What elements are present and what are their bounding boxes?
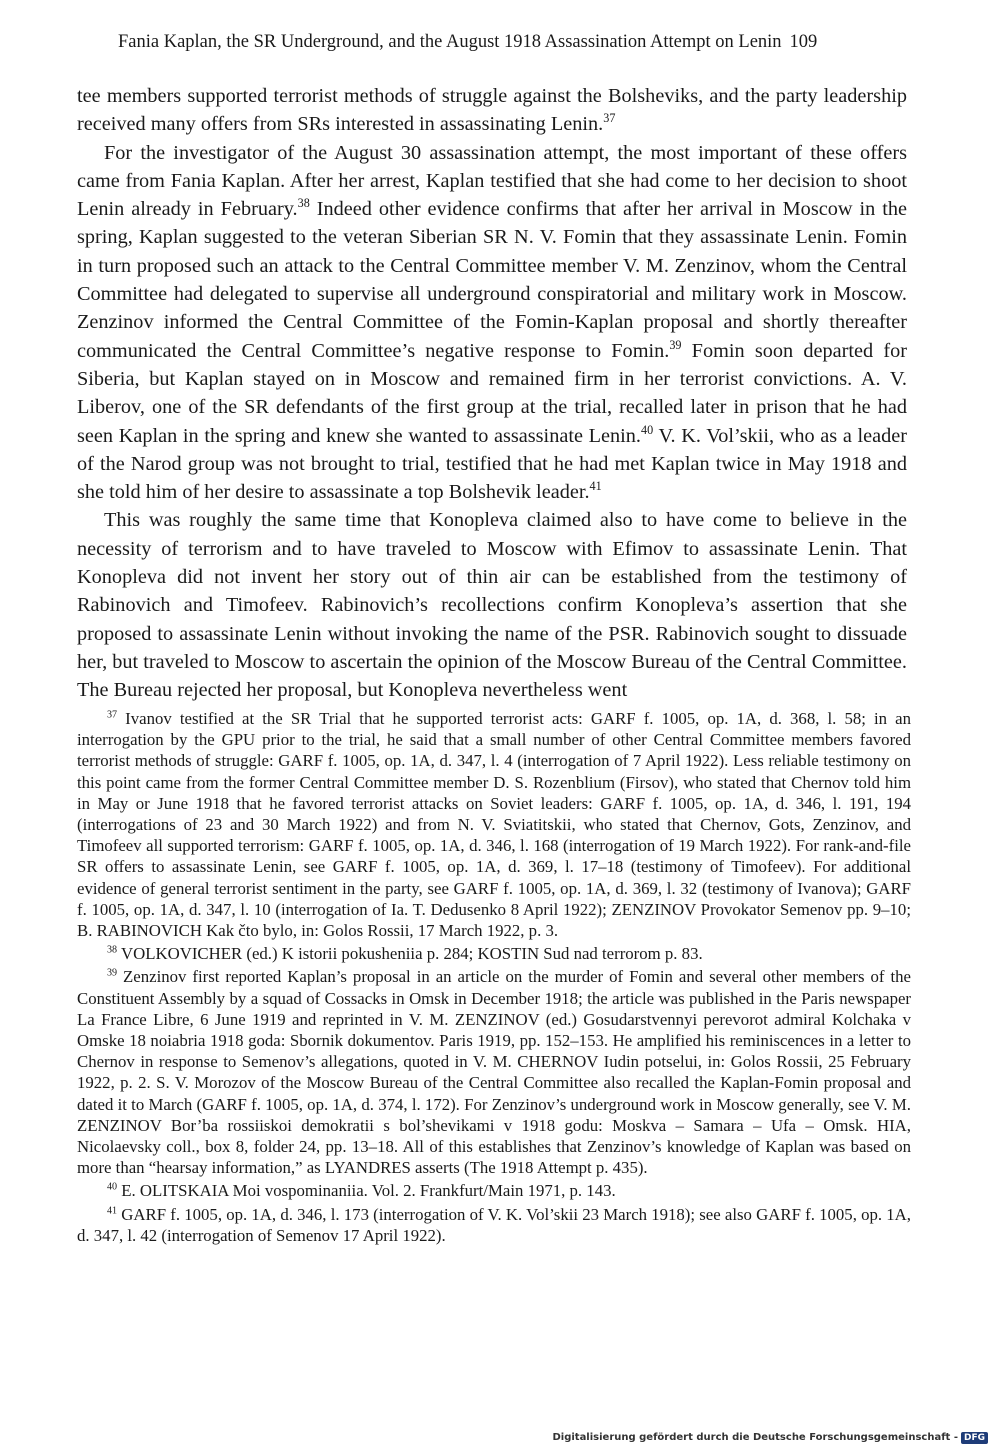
running-head-title: Fania Kaplan, the SR Underground, and the August 1918 Assassination Attempt on Lenin <box>118 32 782 52</box>
footnote-ref-39[interactable]: 39 <box>669 337 682 352</box>
paragraph-1 <box>77 82 907 139</box>
footnote-number: 37 <box>107 709 118 721</box>
footnote-37 <box>77 708 911 941</box>
footnote-ref-37[interactable]: 37 <box>603 111 616 126</box>
main-text <box>77 82 907 705</box>
footnote-number: 38 <box>107 944 118 956</box>
footnote-ref-38[interactable]: 38 <box>297 196 310 211</box>
paragraph-2-text-b: Indeed other evidence confirms that after her arrival in Moscow in the spring, Kaplan suggested to the veteran Siberian SR N. V. Fomin that they assassinate Lenin. Fomin in turn proposed such an attack to the Central Committee member V. M. Zenzinov, whom the Central Committee had delegated to supervise all underground conspiratorial and military work in Moscow. Zenzinov informed the Central Committee of the Fomin-Kaplan proposal and shortly thereafter communicated the Central Committee’s negative response to Fomin. <box>77 198 907 362</box>
footnote-text: E. OLITSKAIA Moi vospominaniia. Vol. 2. Frankfurt/Main 1971, p. 143. <box>117 1181 616 1201</box>
page-number: 109 <box>789 32 818 52</box>
footnote-text: VOLKOVICHER (ed.) K istorii pokusheniia p. 284; KOSTIN Sud nad terrorom p. 83. <box>117 944 703 964</box>
footnote-number: 40 <box>107 1181 118 1193</box>
footnote-ref-41[interactable]: 41 <box>589 479 602 494</box>
footnote-40 <box>77 1180 911 1201</box>
footnote-text: Zenzinov first reported Kaplan’s proposal in an article on the murder of Fomin and several other members of the Constituent Assembly by a squad of Cossacks in Omsk in December 1918; the article was published in the Paris newspaper La France Libre, 6 June 1919 and reprinted in V. M. ZENZINOV (ed.) Gosudarstvennyi perevorot admiral Kolchaka v Omske 18 noiabria 1918 goda: Sbornik dokumentov. Paris 1919, pp. 152–153. He amplified his reminiscences in a letter to Chernov in response to Semenov’s allegations, quoted in V. M. CHERNOV Iudin potselui, in: Golos Rossii, 25 February 1922, p. 2. S. V. Morozov of the Moscow Bureau of the Central Committee also recalled the Kaplan-Fomin proposal and dated it to March (GARF f. 1005, op. 1A, d. 374, l. 172). For Zenzinov’s underground work in Moscow generally, see V. M. ZENZINOV Bor’ba rossiiskoi demokratii s bol’shevikami v 1918 godu: Moskva – Samara – Ufa – Omsk. HIA, Nicolaevsky coll., box 8, folder 24, pp. 13–18. All of this establishes that Zenzinov’s knowledge of Kaplan was based on more than “hearsay information,” as LYANDRES asserts (The 1918 Attempt p. 435). <box>77 967 911 1178</box>
footnote-text: Ivanov testified at the SR Trial that he supported terrorist acts: GARF f. 1005, op. 1A, d. 368, l. 58; in an interrogation by the GPU prior to the trial, he said that a small number of other Central Committee members favored terrorist methods of struggle: GARF f. 1005, op. 1A, d. 347, l. 4 (interrogation of 7 April 1922). Less reliable testimony on this point came from the former Central Committee member D. S. Rozenblium (Firsov), who stated that Chernov told him in May or June 1918 that he favored terrorist attacks on Soviet leaders: GARF f. 1005, op. 1A, d. 346, l. 191, 194 (interrogations of 23 and 30 March 1922) and from N. V. Sviatitskii, who stated that Chernov, Gots, Zenzinov, and Timofeev all supported terrorism: GARF f. 1005, op. 1A, d. 346, l. 168 (interrogation of 19 March 1922). For rank-and-file SR offers to assassinate Lenin, see GARF f. 1005, op. 1A, d. 369, l. 17–18 (testimony of Timofeev). For additional evidence of general terrorist sentiment in the party, see GARF f. 1005, op. 1A, d. 369, l. 32 (testimony of Ivanova); GARF f. 1005, op. 1A, d. 347, l. 10 (interrogation of Ia. T. Dedusenko 8 April 1922); ZENZINOV Provokator Semenov pp. 9–10; B. RABINOVICH Kak čto bylo, in: Golos Rossii, 17 March 1922, p. 3. <box>77 709 911 941</box>
digitization-note: Digitalisierung gefördert durch die Deutsche Forschungsgemeinschaft - <box>552 1432 958 1443</box>
paragraph-2 <box>77 139 907 507</box>
footnote-number: 41 <box>107 1205 118 1217</box>
digitization-footer <box>552 1432 988 1444</box>
paragraph-2-text-a: For the investigator of the August 30 assassination attempt, the most important of these offers came from Fania Kaplan. After her arrest, Kaplan testified that she had come to her decision to shoot Lenin already in February. <box>77 141 907 221</box>
footnote-number: 39 <box>107 967 118 979</box>
paragraph-2-text-c: Fomin soon departed for Siberia, but Kaplan stayed on in Moscow and remained firm in her terrorist convictions. A. V. Liberov, one of the SR defendants of the first group at the trial, recalled later in prison that he had seen Kaplan in the spring and knew she wanted to assassinate Lenin. <box>77 339 907 447</box>
footnote-ref-40[interactable]: 40 <box>641 422 654 437</box>
dfg-logo-icon: DFG <box>961 1432 988 1444</box>
footnote-41 <box>77 1204 911 1246</box>
paragraph-1-text: tee members supported terrorist methods of struggle against the Bolsheviks, and the party leadership received many offers from SRs interested in assassinating Lenin. <box>77 85 907 136</box>
footnotes <box>77 708 911 1248</box>
paragraph-2-text-d: V. K. Vol’skii, who as a leader of the Narod group was not brought to trial, testified that he had met Kaplan twice in May 1918 and she told him of her desire to assassinate a top Bolshevik leader. <box>77 424 908 504</box>
paragraph-3: This was roughly the same time that Konopleva claimed also to have come to believe in the necessity of terrorism and to have traveled to Moscow with Efimov to assassinate Lenin. That Konopleva did not invent her story out of thin air can be established from the testimony of Rabinovich and Timofeev. Rabinovich’s recollections confirm Konopleva’s assertion that she proposed to assassinate Lenin without invoking the name of the PSR. Rabinovich sought to dissuade her, but traveled to Moscow to ascertain the opinion of the Moscow Bureau of the Central Committee. The Bureau rejected her proposal, but Konopleva nevertheless went <box>77 509 907 702</box>
footnote-39 <box>77 966 911 1178</box>
footnote-38 <box>77 943 911 964</box>
running-head <box>118 30 918 54</box>
footnote-text: GARF f. 1005, op. 1A, d. 346, l. 173 (interrogation of V. K. Vol’skii 23 March 1918); see also GARF f. 1005, op. 1A, d. 347, l. 42 (interrogation of Semenov 17 April 1922). <box>77 1204 911 1245</box>
